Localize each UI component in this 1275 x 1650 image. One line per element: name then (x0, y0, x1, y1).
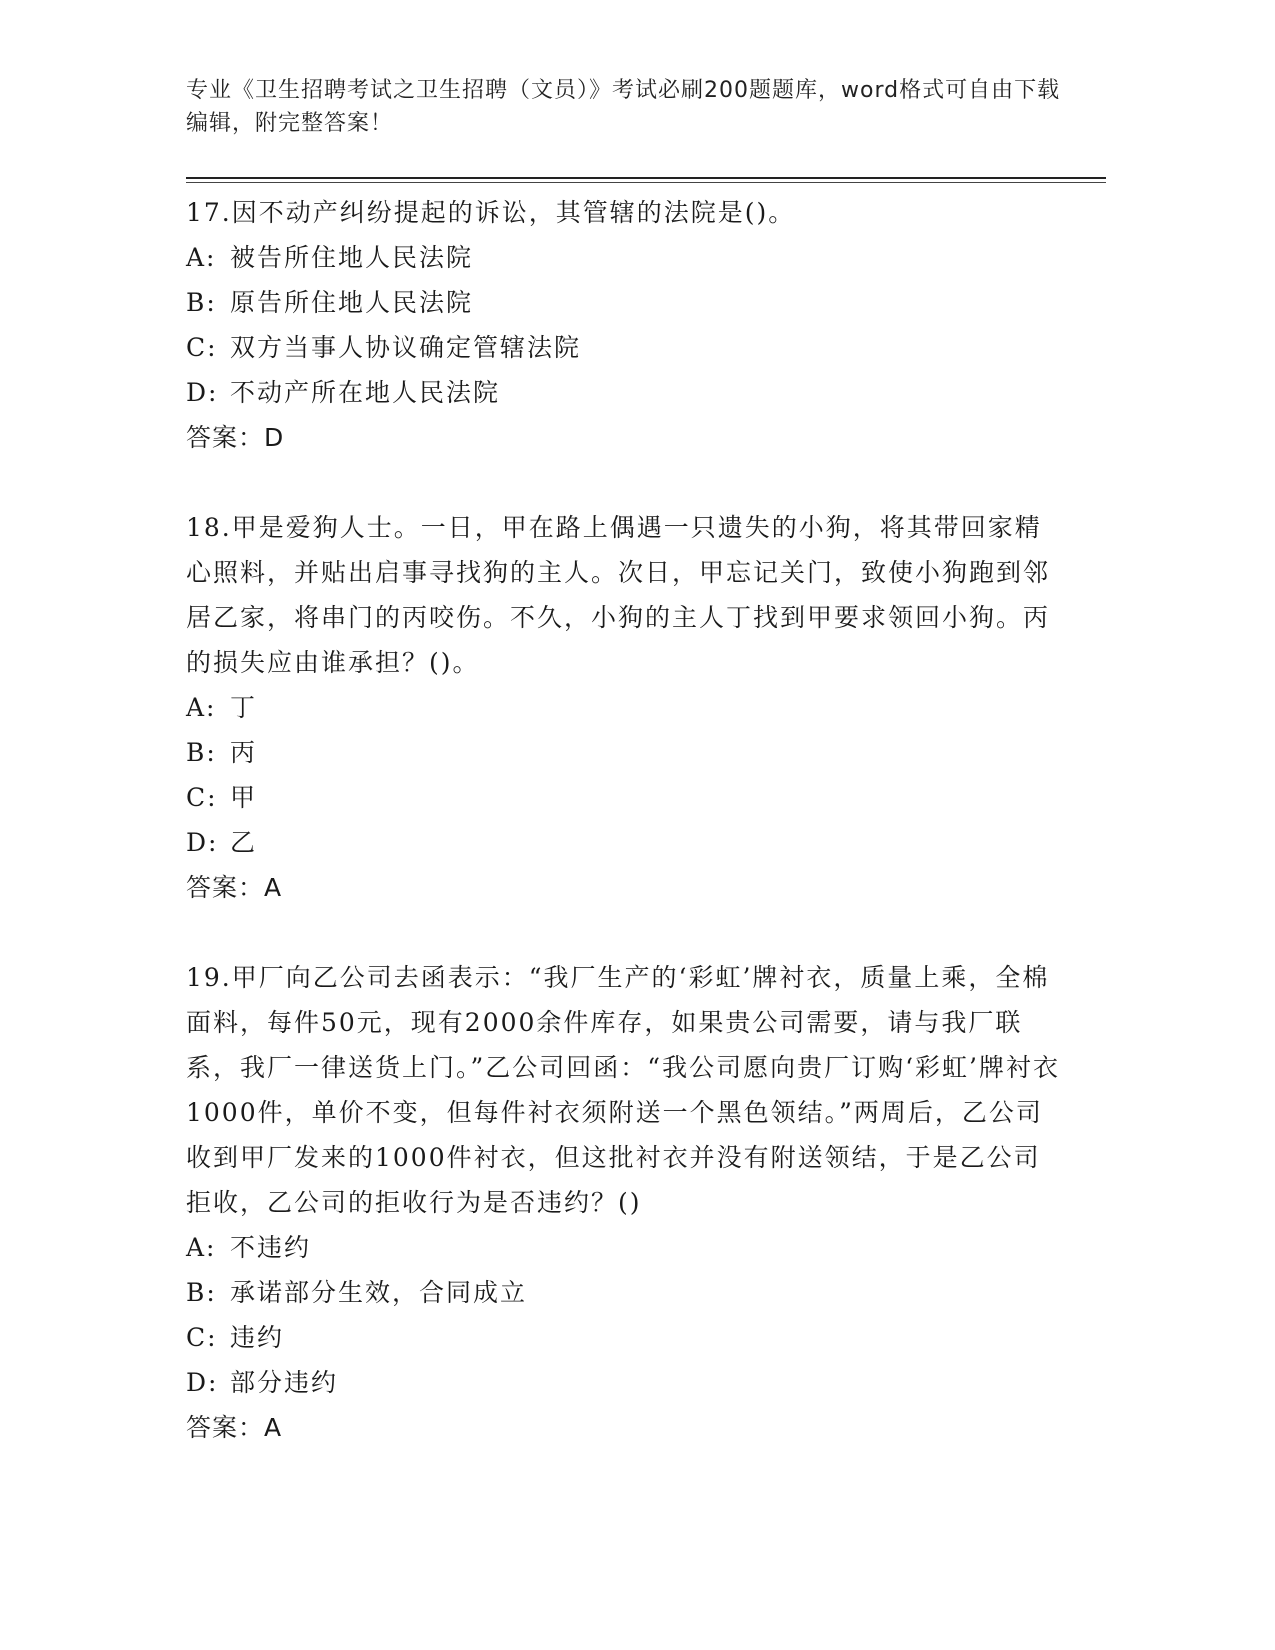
document-header: 专业《卫生招聘考试之卫生招聘（文员）》考试必刷200题题库，word格式可自由下载编辑，附完整答案！ (186, 78, 1061, 136)
header-divider (186, 177, 1106, 179)
question-text: 19.甲厂向乙公司去函表示：“我厂生产的‘彩虹’牌衬衣，质量上乘，全棉面料，每件50元，现有2000余件库存，如果贵公司需要，请与我厂联系，我厂一律送货上门。”乙公司回函：“我公司愿向贵厂订购‘彩虹’牌衬衣1000件，单价不变，但每件衬衣须附送一个黑色领结。”两周后，乙公司收到甲厂发来的1000件衬衣，但这批衬衣并没有附送领结，于是乙公司拒收，乙公司的拒收行为是否违约？() (186, 963, 1060, 1217)
option-text: 原告所住地人民法院 (230, 288, 474, 317)
option-text: 丁 (230, 693, 258, 722)
question-text: 18.甲是爱狗人士。一日，甲在路上偶遇一只遗失的小狗，将其带回家精心照料，并贴出启事寻找狗的主人。次日，甲忘记关门，致使小狗跑到邻居乙家，将串门的丙咬伤。不久，小狗的主人丁找到甲要求领回小狗。丙的损失应由谁承担？()。 (186, 513, 1051, 677)
option-text: 乙 (230, 828, 258, 857)
option-d (186, 820, 1066, 865)
option-text: 部分违约 (230, 1368, 339, 1397)
option-text: 被告所住地人民法院 (230, 243, 474, 272)
option-d (186, 1360, 1066, 1405)
option-text: 违约 (230, 1323, 285, 1352)
option-b (186, 280, 1066, 325)
option-letter: D: (186, 828, 219, 857)
question-18 (186, 505, 1066, 910)
option-c (186, 325, 1066, 370)
option-letter: B: (186, 1278, 217, 1307)
option-letter: B: (186, 288, 217, 317)
option-text: 不动产所在地人民法院 (230, 378, 501, 407)
option-b (186, 1270, 1066, 1315)
question-text: 17.因不动产纠纷提起的诉讼，其管辖的法院是()。 (186, 198, 796, 227)
option-letter: C: (186, 783, 218, 812)
option-text: 甲 (230, 783, 258, 812)
option-letter: C: (186, 333, 218, 362)
option-b (186, 730, 1066, 775)
option-text: 双方当事人协议确定管辖法院 (230, 333, 582, 362)
option-text: 丙 (230, 738, 258, 767)
answer-label: 答案：D (186, 423, 285, 452)
option-a (186, 685, 1066, 730)
option-d (186, 370, 1066, 415)
option-letter: A: (186, 693, 217, 722)
question-17 (186, 190, 1066, 460)
header-divider-thin (186, 182, 1106, 183)
option-c (186, 1315, 1066, 1360)
option-letter: D: (186, 378, 219, 407)
option-letter: D: (186, 1368, 219, 1397)
option-a (186, 235, 1066, 280)
option-text: 承诺部分生效，合同成立 (230, 1278, 528, 1307)
option-text: 不违约 (230, 1233, 312, 1262)
option-a (186, 1225, 1066, 1270)
option-letter: A: (186, 1233, 217, 1262)
question-19 (186, 955, 1066, 1450)
option-letter: C: (186, 1323, 218, 1352)
answer-label: 答案：A (186, 1413, 283, 1442)
answer-label: 答案：A (186, 873, 283, 902)
question-list (186, 190, 1066, 1495)
option-letter: A: (186, 243, 217, 272)
option-c (186, 775, 1066, 820)
option-letter: B: (186, 738, 217, 767)
